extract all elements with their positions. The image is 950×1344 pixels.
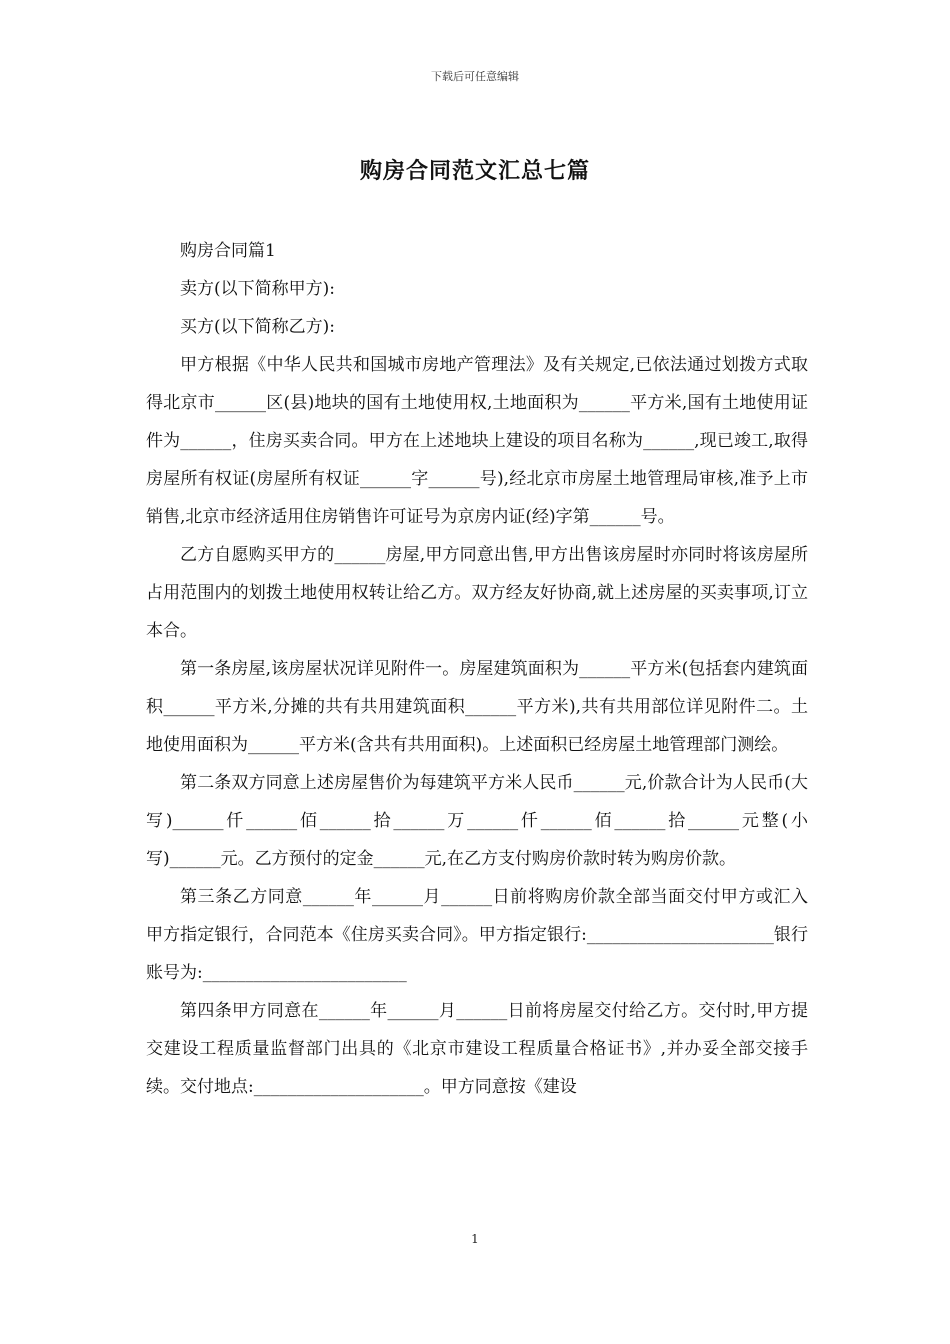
section-heading: 购房合同篇1 [180,241,276,261]
paragraph-article-4: 第四条甲方同意在______年______月______日前将房屋交付给乙方。交付时,甲方提交建设工程质量监督部门出具的《北京市建设工程质量合格证书》,并办妥全部交接手续。交付地点:____________________。甲方同意按《建设 [146,1001,808,1097]
paragraph-article-1: 第一条房屋,该房屋状况详见附件一。房屋建筑面积为______平方米(包括套内建筑面积______平方米,分摊的共有共用建筑面积______平方米),共有共用部位详见附件二。土地使用面积为______平方米(含共有共用面积)。上述面积已经房屋土地管理部门测绘。 [146,659,808,755]
paragraph-preamble: 甲方根据《中华人民共和国城市房地产管理法》及有关规定,已依法通过划拨方式取得北京市______区(县)地块的国有土地使用权,土地面积为______平方米,国有土地使用证件为______，住房买卖合同。甲方在上述地块上建设的项目名称为______,现已竣工,取得房屋所有权证(房屋所有权证______字______号),经北京市房屋土地管理局审核,准予上市销售,北京市经济适用住房销售许可证号为京房内证(经)字第______号。 [146,355,808,527]
header-note: 下载后可任意编辑 [431,70,519,83]
buyer-line: 买方(以下简称乙方): [180,317,335,337]
paragraph-article-2: 第二条双方同意上述房屋售价为每建筑平方米人民币______元,价款合计为人民币(大写)______仟______佰______拾______万______仟______佰______拾______元整(小写)______元。乙方预付的定金______元,在乙方支付购房价款时转为购房价款。 [146,773,808,869]
paragraph-agreement: 乙方自愿购买甲方的______房屋,甲方同意出售,甲方出售该房屋时亦同时将该房屋所占用范围内的划拨土地使用权转让给乙方。双方经友好协商,就上述房屋的买卖事项,订立本合。 [146,545,808,641]
document-body [146,232,808,1106]
document-title: 购房合同范文汇总七篇 [359,158,590,184]
paragraph-article-3: 第三条乙方同意______年______月______日前将购房价款全部当面交付甲方或汇入甲方指定银行，合同范本《住房买卖合同》。甲方指定银行:______________________银行账号为:________________________ [146,887,808,983]
page-number: 1 [471,1232,479,1246]
seller-line: 卖方(以下简称甲方): [180,279,335,299]
